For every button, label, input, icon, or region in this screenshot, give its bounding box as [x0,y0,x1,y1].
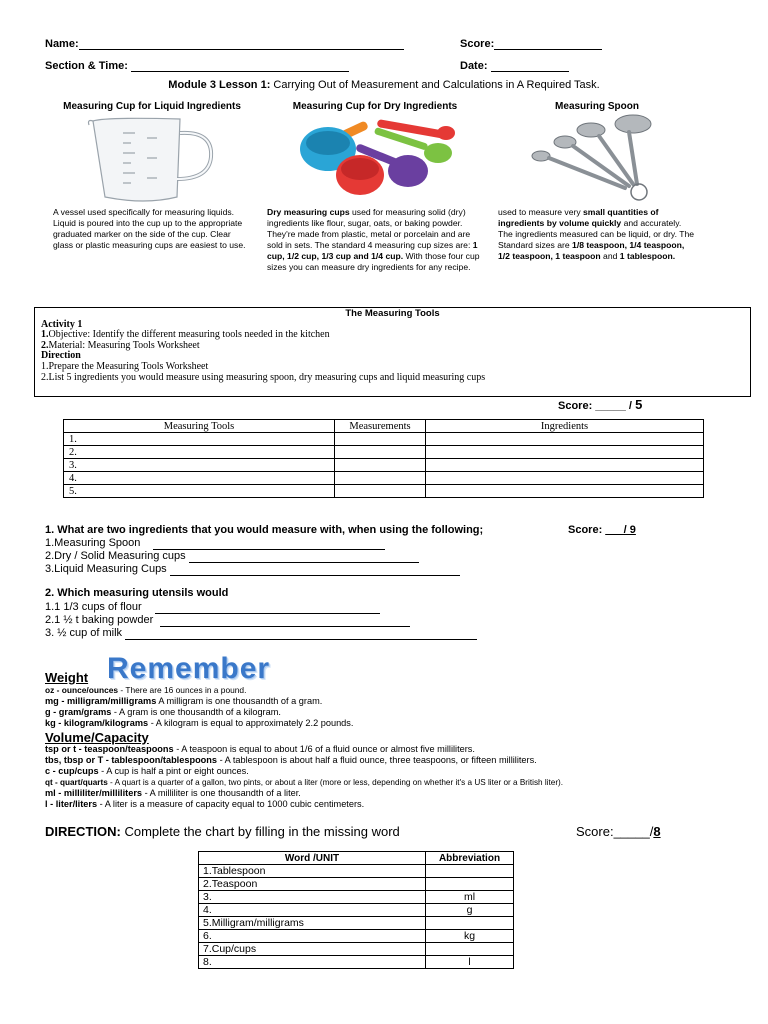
volume-line [45,799,563,810]
unit-abbr: mg - milligram/milligrams [45,696,157,706]
answer-blank[interactable] [125,627,477,640]
q2-item-3 [45,627,477,640]
unit-def: - A kilogram is equal to approximately 2.2 pounds. [148,718,354,728]
dry-cup-title: Measuring Cup for Dry Ingredients [292,101,458,112]
direction-2 [45,824,400,839]
module-title [0,79,768,91]
volume-heading: Volume/Capacity [45,730,149,745]
word-cell[interactable]: 7.Cup/cups [199,943,426,956]
answer-blank[interactable] [170,563,460,576]
measuring-spoons-image [525,112,660,202]
unit-def: - A teaspoon is equal to about 1/6 of a fluid ounce or almost five milliliters. [173,744,475,754]
activity-score-label: Score: _____ / [558,400,636,412]
remember-banner: Remember [107,652,271,685]
weight-line [45,696,353,707]
activity-box [34,307,751,397]
liquid-cup-text: A vessel used specifically for measuring liquids. Liquid is poured into the cup up to the appropriate graduated marker on the side of the cup. Clear glass or plastic measuring cups are easiest to use. [53,207,246,250]
table-row [199,917,514,930]
objective-text: Objective: Identify the different measuring tools needed in the kitchen [48,329,330,341]
table-row [199,891,514,904]
dry-cup-text-end: With those four cup sizes you can measure dry ingredients for any recipe. [267,251,480,272]
spoon-title: Measuring Spoon [555,101,639,112]
word-cell[interactable]: 6. [199,930,426,943]
activity-score [558,397,642,412]
unit-abbr: kg - kilogram/kilograms [45,718,149,728]
section-time-label: Section & Time: [45,60,128,72]
activity-direction: Direction [41,350,81,362]
ingredient-cell[interactable] [426,459,704,472]
volume-line [45,788,563,799]
volume-line [45,755,563,766]
unit-abbr: oz - ounce/ounces [45,685,119,695]
word-cell[interactable]: 3. [199,891,426,904]
unit-abbr: qt - quart/quarts [45,778,108,787]
ingredient-cell[interactable] [426,433,704,446]
spoon-last-size: 1 tablespoon. [619,251,676,261]
question-1-prompt: 1. What are two ingredients that you would measure with, when using the following; [45,524,484,536]
abbreviation-cell[interactable]: l [426,956,514,969]
dry-cup-text-bold: Dry measuring cups [267,207,350,217]
score-blank[interactable] [494,37,602,50]
measurement-cell[interactable] [335,446,426,459]
unit-abbr: g - gram/grams [45,707,112,717]
module-title-bold: Module 3 Lesson 1: [168,79,271,91]
abbreviation-cell[interactable]: g [426,904,514,917]
activity-step-1: 1.Prepare the Measuring Tools Worksheet [41,360,209,372]
row-number: 3. [64,459,335,472]
question-1-score [568,524,636,537]
direction-2-text: Complete the chart by filling in the missing word [120,824,400,839]
units-table [198,851,514,969]
row-number: 5. [64,485,335,498]
word-cell[interactable]: 4. [199,904,426,917]
table-row [199,943,514,956]
unit-abbr: l - liter/liters [45,799,98,809]
date-field [460,59,569,72]
unit-def: - A quart is a quarter of a gallon, two pints, or about a liter (more or less, depending on whether it's a US liter or a British liter). [107,778,564,787]
answer-blank[interactable] [153,537,385,550]
table-row [64,485,704,498]
q1-item-label: 2.Dry / Solid Measuring cups [45,550,186,562]
dry-cup-text: used for measuring solid (dry) ingredients like flour, sugar, oats, or baking powder. They're made from plastic, metal or porcelain and are sold in sets. The standard 4 measuring cup sizes are: [267,207,473,250]
table-row [199,865,514,878]
q2-item-label: 3. ½ cup of milk [45,627,123,639]
header-abbreviation: Abbreviation [426,852,514,865]
unit-abbr: tsp or t - teaspoon/teaspoons [45,744,174,754]
q1-item-3 [45,563,460,576]
measurement-cell[interactable] [335,485,426,498]
liquid-measuring-cup-image [85,113,220,205]
word-cell[interactable]: 2.Teaspoon [199,878,426,891]
row-number: 4. [64,472,335,485]
row-number: 2. [64,446,335,459]
ingredient-cell[interactable] [426,446,704,459]
ingredient-cell[interactable] [426,485,704,498]
weight-list [45,685,353,729]
chart-score-label: Score:_____/ [576,824,654,839]
module-title-rest: Carrying Out of Measurement and Calculations in A Required Task. [270,79,600,91]
weight-heading: Weight [45,670,89,685]
objective-num: 1. [41,329,49,341]
header-measuring-tools: Measuring Tools [64,420,335,433]
unit-def: - A tablespoon is about half a fluid ounce, three teaspoons, or fifteen milliliters. [217,755,537,765]
unit-def: - There are 16 ounces in a pound. [118,685,247,695]
activity-heading: The Measuring Tools [345,308,440,319]
table-row [64,459,704,472]
name-blank[interactable] [79,37,404,50]
activity-step-2: 2.List 5 ingredients you would measure using measuring spoon, dry measuring cups and liquid measuring cups [41,371,486,383]
abbreviation-cell[interactable] [426,865,514,878]
table-row [199,904,514,917]
answer-blank[interactable] [160,614,410,627]
table-row [199,878,514,891]
score-field [460,37,602,50]
name-field [45,37,404,50]
abbreviation-cell[interactable] [426,917,514,930]
question-2-prompt: 2. Which measuring utensils would [45,587,229,599]
measurement-cell[interactable] [335,459,426,472]
dry-measuring-cups-image [298,113,458,205]
volume-line [45,777,563,788]
q1-item-label: 1.Measuring Spoon [45,537,141,549]
q1-item-1 [45,537,385,550]
section-time-field [45,59,349,72]
score-label: Score: [460,38,495,50]
q1-item-2 [45,550,419,563]
unit-def: A milligram is one thousandth of a gram. [156,696,323,706]
volume-line [45,744,563,755]
liquid-cup-description [53,207,253,251]
q1-score-value: ___/ 9 [605,524,636,536]
table-row [64,472,704,485]
date-label: Date: [460,60,488,72]
q1-item-label: 3.Liquid Measuring Cups [45,563,167,575]
material-text: Material: Measuring Tools Worksheet [48,339,200,351]
name-label: Name: [45,38,79,50]
table-row [64,446,704,459]
measurement-cell[interactable] [335,472,426,485]
weight-line [45,685,353,696]
spoon-text-end: and accurately. The ingredients measured can be liquid, or dry. The Standard sizes are [498,218,695,250]
unit-def: - A cup is half a pint or eight ounces. [98,766,249,776]
table-row [199,930,514,943]
abbreviation-cell[interactable]: ml [426,891,514,904]
header-ingredients: Ingredients [426,420,704,433]
chart-score [576,824,661,839]
dry-cup-description [267,207,482,273]
unit-def: - A liter is a measure of capacity equal to 1000 cubic centimeters. [97,799,365,809]
measurement-cell[interactable] [335,433,426,446]
weight-line [45,718,353,729]
word-cell[interactable]: 1.Tablespoon [199,865,426,878]
q2-item-1 [45,601,380,614]
activity-material [35,341,750,352]
section-time-blank[interactable] [131,59,349,72]
spoon-text-bold: small quantities of ingredients by volume quickly [498,207,659,228]
table-row [199,956,514,969]
dry-cup-sizes: 1 cup, 1/2 cup, 1/3 cup and 1/4 cup. [267,240,478,261]
header-measurements: Measurements [335,420,426,433]
header-word-unit: Word /UNIT [199,852,426,865]
liquid-cup-title: Measuring Cup for Liquid Ingredients [63,101,241,112]
activity-score-total: 5 [635,397,643,412]
q2-item-label: 2.1 ½ t baking powder [45,614,154,626]
table-row [64,433,704,446]
q2-item-2 [45,614,410,627]
weight-line [45,707,353,718]
abbreviation-cell[interactable]: kg [426,930,514,943]
abbreviation-cell[interactable] [426,878,514,891]
row-number: 1. [64,433,335,446]
activity-name: Activity 1 [41,318,83,330]
spoon-description [498,207,698,262]
measuring-tools-table [63,419,704,498]
unit-def: - A milliliter is one thousandth of a liter. [142,788,301,798]
units-header-row [199,852,514,865]
volume-list [45,744,563,810]
material-num: 2. [41,339,49,351]
abbreviation-cell[interactable] [426,943,514,956]
unit-abbr: c - cup/cups [45,766,99,776]
unit-abbr: tbs, tbsp or T - tablespoon/tablespoons [45,755,218,765]
unit-def: - A gram is one thousandth of a kilogram. [111,707,281,717]
chart-score-total: 8 [653,824,661,839]
ingredient-cell[interactable] [426,472,704,485]
answer-blank[interactable] [189,550,419,563]
spoon-text: used to measure very [498,207,584,217]
word-cell[interactable]: 8. [199,956,426,969]
table-header-row [64,420,704,433]
date-blank[interactable] [491,59,569,72]
spoon-and: and [600,251,620,261]
q2-item-label: 1.1 1/3 cups of flour [45,601,142,613]
volume-line [45,766,563,777]
answer-blank[interactable] [155,601,380,614]
unit-abbr: ml - milliliter/milliliters [45,788,143,798]
q1-score-label: Score: [568,524,606,536]
word-cell[interactable]: 5.Milligram/milligrams [199,917,426,930]
spoon-sizes: 1/8 teaspoon, 1/4 teaspoon, 1/2 teaspoon, 1 teaspoon [498,240,685,261]
direction-2-label: DIRECTION: [45,824,121,839]
